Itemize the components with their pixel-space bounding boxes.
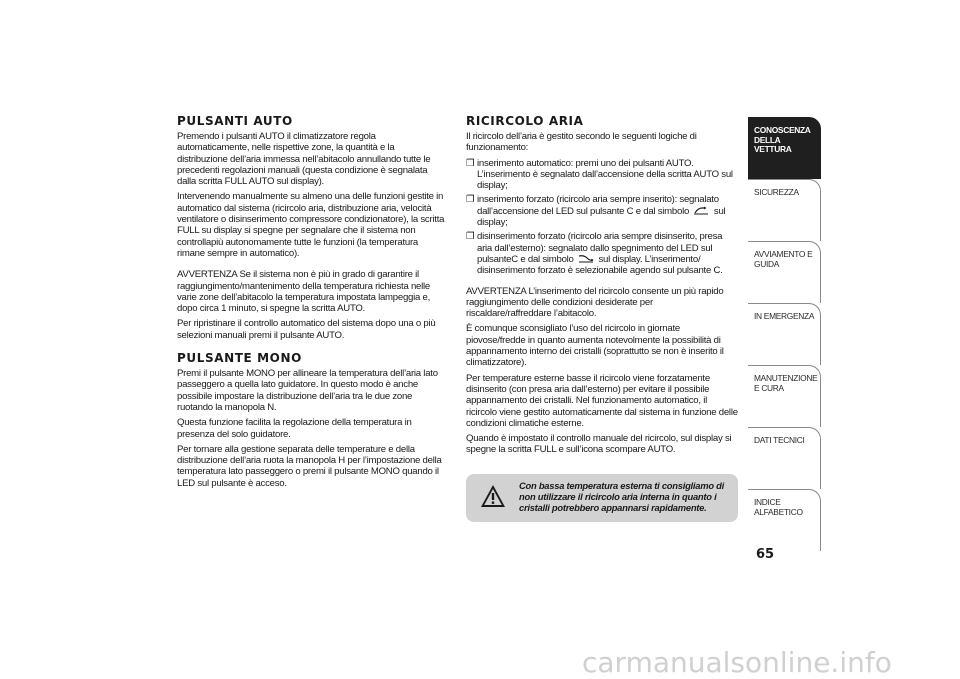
list-item [466, 158, 738, 192]
auto-warning-paragraph: AVVERTENZA Se il sistema non è più in grado di garantire il raggiungimento/mantenimento della temperatura richiesta nelle varie zone dell’abitacolo la temperatura impostata lampeggia e, dopo circa 1 minuto, si spegne la scritta AUTO. [177, 269, 431, 315]
section-title-recirculation: RICIRCOLO ARIA [466, 114, 584, 128]
recirculation-paragraph-4: Quando è impostato il controllo manuale del ricircolo, sul display si spegne la scritta FULL e sull’icona scompare AUTO. [466, 433, 732, 456]
mono-paragraph-1: Premi il pulsante MONO per allineare la temperatura dell’aria lato passeggero a quella lato guidatore. In questo modo è anche possibile impostare la distribuzione dell’aria tra le due zone ruotando la manopola N. [177, 368, 438, 413]
bullet-icon: ❒ [466, 157, 475, 169]
section-title-auto: PULSANTI AUTO [177, 114, 293, 128]
auto-paragraph-1: Premendo i pulsanti AUTO il climatizzatore regola automaticamente, nelle rispettive zone, la quantità e la distribuzione dell’aria immessa nell’abitacolo annullando tutte le precedenti regolazioni manuali (questa condizione è segnalata dalla scritta FULL AUTO sul display). [177, 131, 431, 188]
mono-paragraph-2: Questa funzione facilita la regolazione della temperatura in presenza del solo guidatore. [177, 417, 412, 440]
tab-manutenzione-e-cura[interactable]: MANUTENZIONE E CURA [748, 365, 821, 427]
recirculation-intro: Il ricircolo dell’aria è gestito secondo le seguenti logiche di funzionamento: [466, 131, 697, 154]
recirculation-icon [693, 206, 709, 215]
tab-indice-alfabetico[interactable]: INDICE ALFABETICO [748, 489, 821, 551]
list-item [466, 194, 738, 228]
bullet-icon: ❒ [466, 231, 475, 243]
list-item-text: sul display; [477, 205, 726, 229]
bullet-icon: ❒ [466, 194, 475, 206]
tab-in-emergenza[interactable]: IN EMERGENZA [748, 303, 821, 365]
list-item [466, 231, 738, 276]
tab-dati-tecnici[interactable]: DATI TECNICI [748, 427, 821, 489]
outside-air-icon [578, 254, 594, 263]
page-number: 65 [756, 547, 775, 562]
tab-conoscenza-della-vettura[interactable]: CONOSCENZA DELLA VETTURA [748, 117, 821, 179]
list-item-text: inserimento forzato (ricircolo aria sempre inserito): segnalato dall’accensione del LED sul pulsante C e dal simbolo [477, 194, 719, 217]
warning-box [466, 474, 738, 522]
mono-paragraph-3: Per tornare alla gestione separata delle temperature e della distribuzione dell’aria ruota la manopola H per l’impostazione della temperatura lato passeggero o premi il pulsante MONO quando il LED sul pulsante è acceso. [177, 443, 442, 489]
watermark: carmanualsonline.info [582, 646, 892, 679]
left-column [177, 114, 445, 493]
warning-text: Con bassa temperatura esterna ti consigliamo di non utilizzare il ricircolo aria interna in quanto i cristalli potrebbero appannarsi rapidamente. [519, 480, 724, 513]
section-title-mono: PULSANTE MONO [177, 351, 302, 366]
auto-paragraph-2: Intervenendo manualmente su almeno una delle funzioni gestite in automatico dal sistema (ricircolo aria, distribuzione aria, velocità ventilatore o disinserimento compressore condizionatore), la scritta FULL su display si spegne per segnalare che il sistema non controllapiù autonomamente tutte le funzioni (la temperatura rimane sempre in automatico). [177, 191, 445, 259]
list-item-text: disinserimento forzato (ricircolo aria sempre disinserito, presa aria dall’esterno): segnalato dallo spegnimento del LED sul pulsanteC e dal simbolo [477, 231, 723, 265]
auto-paragraph-4: Per ripristinare il controllo automatico del sistema dopo una o più selezioni manuali premi il pulsante AUTO. [177, 318, 436, 341]
chapter-tabs [748, 117, 821, 551]
recirculation-paragraph-3: Per temperature esterne basse il ricircolo viene forzatamente disinserito (con presa aria dall’esterno) per evitare il possibile appannamento dei cristalli. Nel funzionamento automatico, il ricircolo viene gestito automaticamente dal sistema in funzione delle condizioni climatiche esterne. [466, 372, 738, 429]
tab-avviamento-e-guida[interactable]: AVVIAMENTO E GUIDA [748, 241, 821, 303]
recirculation-warning-paragraph: AVVERTENZA L’inserimento del ricircolo consente un più rapido raggiungimento delle condizioni desiderate per riscaldare/raffreddare l’abitacolo. [466, 285, 724, 320]
right-column [466, 114, 738, 460]
recirculation-paragraph-2: È comunque sconsigliato l’uso del ricircolo in giornate piovose/fredde in quanto aumenta notevolmente la possibilità di appannamento interno dei cristalli (soprattutto se non è inserito il climatizzatore). [466, 323, 724, 369]
tab-sicurezza[interactable]: SICUREZZA [748, 179, 821, 241]
warning-triangle-icon [480, 484, 506, 508]
list-item-text: sul display. L’inserimento/ disinserimento forzato è selezionabile agendo sul pulsante C. [477, 253, 723, 277]
list-item-text: inserimento automatico: premi uno dei pulsanti AUTO. L’inserimento è segnalato dall’accensione della scritta AUTO sul display; [477, 157, 733, 192]
